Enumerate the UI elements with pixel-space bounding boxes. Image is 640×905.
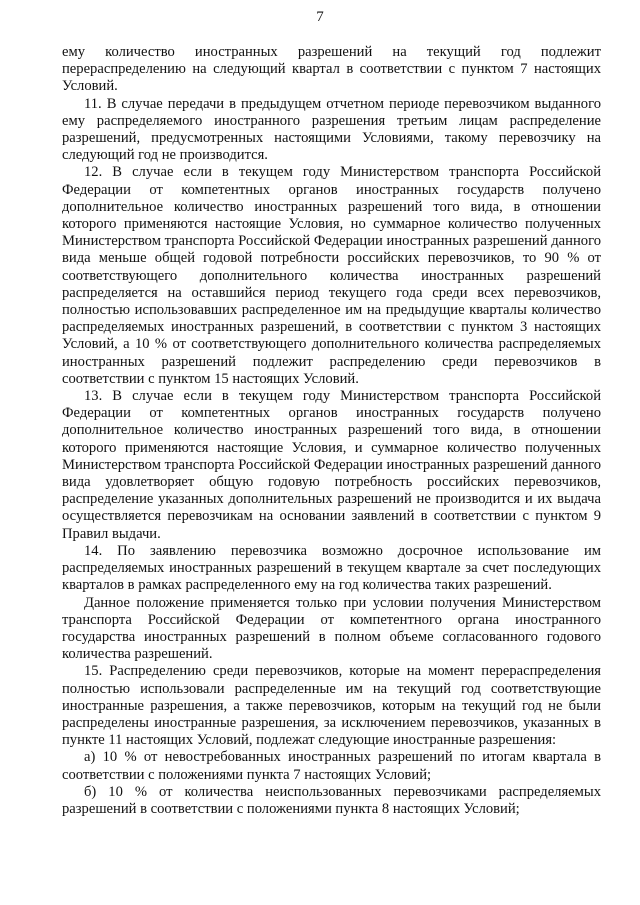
- paragraph-item-11: 11. В случае передачи в предыдущем отчетном периоде перевозчиком выданного ему распределяемого иностранного разрешения третьим лицам распределение разрешений, предусмотренных настоящими Условиями, такому перевозчику на следующий год не производится.: [62, 95, 601, 164]
- paragraph-subitem-b: б) 10 % от количества неиспользованных перевозчиками распределяемых разрешений в соответствии с положениями пункта 8 настоящих Условий;: [62, 783, 601, 817]
- paragraph-item-15: 15. Распределению среди перевозчиков, которые на момент перераспределения полностью использовали распределенные им на текущий год соответствующие иностранные разрешения, а также перевозчиков, которым на текущий год не были распределены иностранные разрешения, за исключением перевозчиков, указанных в пункте 11 настоящих Условий, подлежат следующие иностранные разрешения:: [62, 663, 601, 749]
- document-body: [62, 44, 601, 818]
- paragraph-item-14: 14. По заявлению перевозчика возможно досрочное использование им распределяемых иностранных разрешений в текущем квартале за счет последующих кварталов в рамках распределенного ему на год количества таких разрешений.: [62, 542, 601, 594]
- paragraph-item-14-note: Данное положение применяется только при условии получения Министерством транспорта Российской Федерации от компетентного органа иностранного государства иностранных разрешений в полном объеме согласованного годового количества разрешений.: [62, 594, 601, 663]
- paragraph-item-12: 12. В случае если в текущем году Министерством транспорта Российской Федерации от компетентных органов иностранных государств получено дополнительное количество иностранных разрешений того вида, в отношении которого применяются настоящие Условия, но суммарное количество полученных Министерством транспорта Российской Федерации иностранных разрешений данного вида меньше общей годовой потребности российских перевозчиков, то 90 % от соответствующего дополнительного количества иностранных разрешений распределяется на оставшийся период текущего года среди всех перевозчиков, полностью использовавших распределенное им на предыдущие кварталы количество распределяемых иностранных разрешений, в соответствии с пунктом 3 настоящих Условий, а 10 % от соответствующего дополнительного количества распределяемых иностранных разрешений подлежит распределению среди перевозчиков в соответствии с пунктом 15 настоящих Условий.: [62, 164, 601, 387]
- page-number: 7: [316, 9, 324, 25]
- paragraph-subitem-a: а) 10 % от невостребованных иностранных разрешений по итогам квартала в соответствии с положениями пункта 7 настоящих Условий;: [62, 749, 601, 783]
- paragraph-item-13: 13. В случае если в текущем году Министерством транспорта Российской Федерации от компетентных органов иностранных государств получено дополнительное количество иностранных разрешений того вида, в отношении которого применяются настоящие Условия, и суммарное количество полученных Министерством транспорта Российской Федерации иностранных разрешений данного вида удовлетворяет общую годовую потребность российских перевозчиков, распределение указанных дополнительных разрешений не производится и их выдача осуществляется перевозчикам на основании заявлений в соответствии с пунктом 9 Правил выдачи.: [62, 388, 601, 542]
- paragraph-continuation: ему количество иностранных разрешений на текущий год подлежит перераспределению на следующий квартал в соответствии с пунктом 7 настоящих Условий.: [62, 44, 601, 95]
